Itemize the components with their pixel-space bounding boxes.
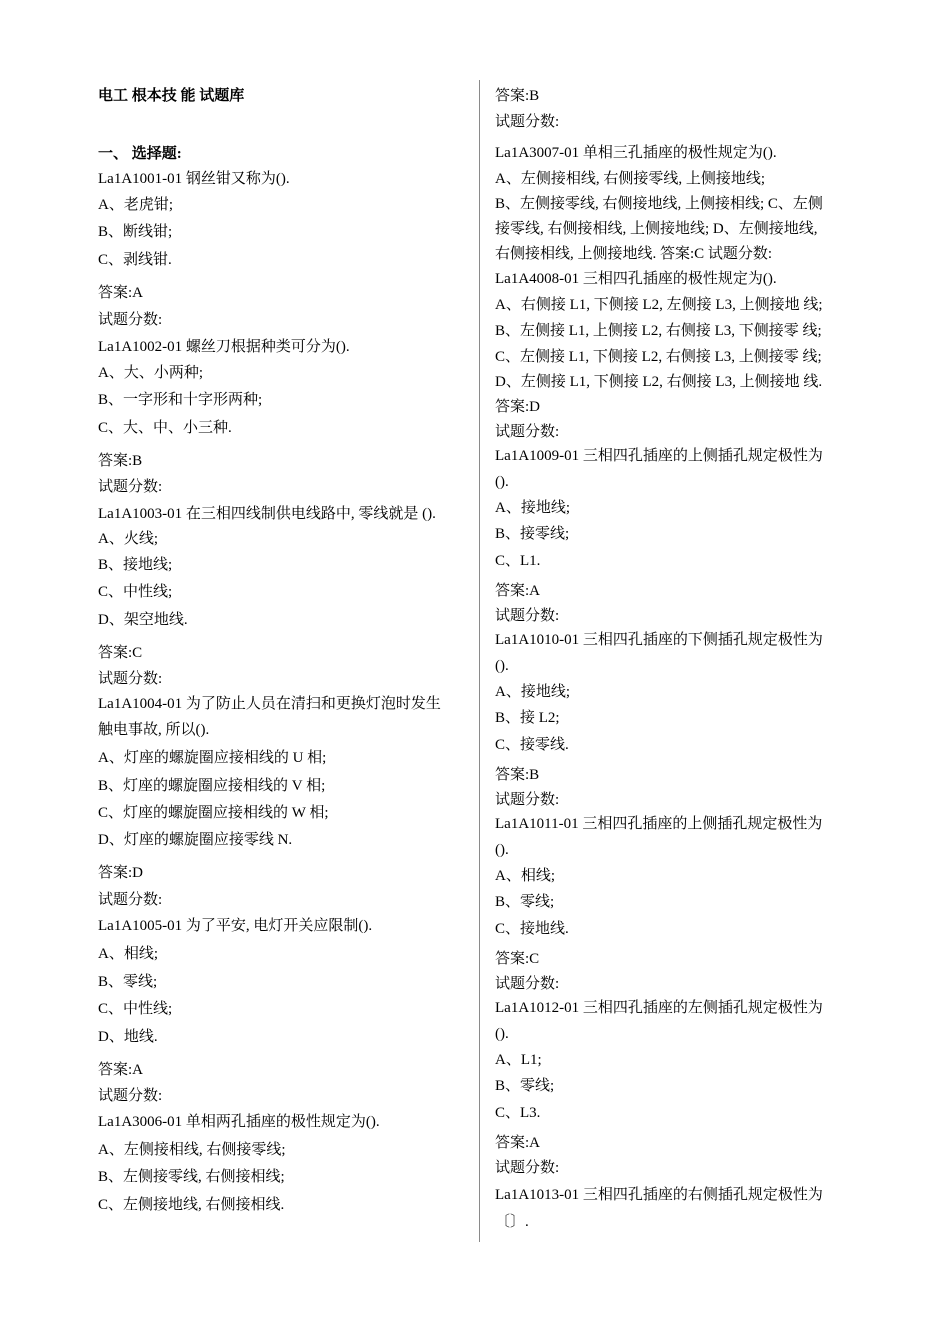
right-line: 试题分数: — [495, 608, 560, 624]
left-line: La1A1001-01 钢丝钳又称为(). — [98, 171, 290, 187]
left-line: B、接地线; — [98, 557, 173, 573]
right-line: 答案:B — [495, 767, 540, 783]
left-line: 答案:B — [98, 453, 143, 469]
right-line: La1A1012-01 三相四孔插座的左侧插孔规定极性为 — [495, 1000, 823, 1016]
left-line: 答案:A — [98, 285, 144, 301]
left-line: 电工 根本技 能 试题库 — [98, 88, 245, 104]
left-line: 试题分数: — [98, 1088, 163, 1104]
left-line: D、架空地线. — [98, 612, 188, 628]
right-line: La1A1010-01 三相四孔插座的下侧插孔规定极性为 — [495, 632, 823, 648]
right-line: C、L1. — [495, 553, 541, 569]
right-line: (). — [495, 658, 509, 674]
left-line: 试题分数: — [98, 479, 163, 495]
left-line: B、左侧接零线, 右侧接相线; — [98, 1169, 285, 1185]
left-line: D、地线. — [98, 1029, 158, 1045]
left-line: A、左侧接相线, 右侧接零线; — [98, 1142, 286, 1158]
right-line: 答案:C — [495, 951, 540, 967]
right-line: D、左侧接 L1, 下侧接 L2, 右侧接 L3, 上侧接地 线. — [495, 374, 823, 390]
left-line: C、剥线钳. — [98, 252, 172, 268]
left-line: B、灯座的螺旋圈应接相线的 V 相; — [98, 778, 326, 794]
column-divider — [479, 80, 480, 1242]
right-line: 试题分数: — [495, 792, 560, 808]
left-line: A、大、小两种; — [98, 365, 204, 381]
right-line: A、左侧接相线, 右侧接零线, 上侧接地线; — [495, 171, 766, 187]
right-line: 试题分数: — [495, 976, 560, 992]
left-line: A、灯座的螺旋圈应接相线的 U 相; — [98, 750, 327, 766]
left-line: B、断线钳; — [98, 224, 173, 240]
right-line: 试题分数: — [495, 424, 560, 440]
right-line: (). — [495, 474, 509, 490]
left-line: 试题分数: — [98, 312, 163, 328]
left-line: La1A1003-01 在三相四线制供电线路中, 零线就是 (). — [98, 506, 436, 522]
right-line: B、零线; — [495, 1078, 555, 1094]
right-line: B、接零线; — [495, 526, 570, 542]
right-line: 〔〕. — [495, 1214, 529, 1230]
right-line: B、接 L2; — [495, 710, 560, 726]
right-line: (). — [495, 1026, 509, 1042]
right-line: 试题分数: — [495, 1160, 560, 1176]
right-line: A、接地线; — [495, 684, 571, 700]
right-line: 接零线, 右侧接相线, 上侧接地线; D、左侧接地线, — [495, 221, 818, 237]
right-line: C、接地线. — [495, 921, 569, 937]
right-line: A、相线; — [495, 868, 556, 884]
right-line: 右侧接相线, 上侧接地线. 答案:C 试题分数: — [495, 246, 773, 262]
right-line: A、接地线; — [495, 500, 571, 516]
right-line: 答案:A — [495, 583, 541, 599]
left-line: La1A3006-01 单相两孔插座的极性规定为(). — [98, 1114, 380, 1130]
left-line: B、零线; — [98, 974, 158, 990]
right-line: C、左侧接 L1, 下侧接 L2, 右侧接 L3, 上侧接零 线; — [495, 349, 822, 365]
left-line: 答案:D — [98, 865, 144, 881]
right-line: La1A3007-01 单相三孔插座的极性规定为(). — [495, 145, 777, 161]
left-line: A、火线; — [98, 531, 159, 547]
left-line: C、左侧接地线, 右侧接相线. — [98, 1197, 285, 1213]
left-line: D、灯座的螺旋圈应接零线 N. — [98, 832, 293, 848]
right-line: B、左侧接零线, 右侧接地线, 上侧接相线; C、左侧 — [495, 196, 823, 212]
right-line: La1A1011-01 三相四孔插座的上侧插孔规定极性为 — [495, 816, 823, 832]
right-line: A、右侧接 L1, 下侧接 L2, 左侧接 L3, 上侧接地 线; — [495, 297, 823, 313]
left-line: A、老虎钳; — [98, 197, 174, 213]
right-line: A、L1; — [495, 1052, 542, 1068]
right-line: 答案:A — [495, 1135, 541, 1151]
right-line: C、L3. — [495, 1105, 541, 1121]
left-line: C、中性线; — [98, 584, 173, 600]
left-line: C、灯座的螺旋圈应接相线的 W 相; — [98, 805, 329, 821]
left-line: 答案:A — [98, 1062, 144, 1078]
left-line: 一、 选择题: — [98, 146, 182, 162]
right-line: La1A1009-01 三相四孔插座的上侧插孔规定极性为 — [495, 448, 823, 464]
right-line: La1A4008-01 三相四孔插座的极性规定为(). — [495, 271, 777, 287]
right-line: (). — [495, 842, 509, 858]
right-line: 答案:B — [495, 88, 540, 104]
right-line: 答案:D — [495, 399, 541, 415]
right-line: C、接零线. — [495, 737, 569, 753]
left-line: B、一字形和十字形两种; — [98, 392, 263, 408]
left-line: 试题分数: — [98, 892, 163, 908]
left-line: C、中性线; — [98, 1001, 173, 1017]
right-line: B、左侧接 L1, 上侧接 L2, 右侧接 L3, 下侧接零 线; — [495, 323, 822, 339]
left-line: La1A1005-01 为了平安, 电灯开关应限制(). — [98, 918, 373, 934]
right-line: B、零线; — [495, 894, 555, 910]
left-line: 试题分数: — [98, 671, 163, 687]
right-line: La1A1013-01 三相四孔插座的右侧插孔规定极性为 — [495, 1187, 823, 1203]
left-line: La1A1004-01 为了防止人员在清扫和更换灯泡时发生 — [98, 696, 441, 712]
left-line: 触电事故, 所以(). — [98, 722, 210, 738]
left-line: 答案:C — [98, 645, 143, 661]
left-line: La1A1002-01 螺丝刀根据种类可分为(). — [98, 339, 350, 355]
left-line: A、相线; — [98, 946, 159, 962]
right-line: 试题分数: — [495, 114, 560, 130]
left-line: C、大、中、小三种. — [98, 420, 232, 436]
